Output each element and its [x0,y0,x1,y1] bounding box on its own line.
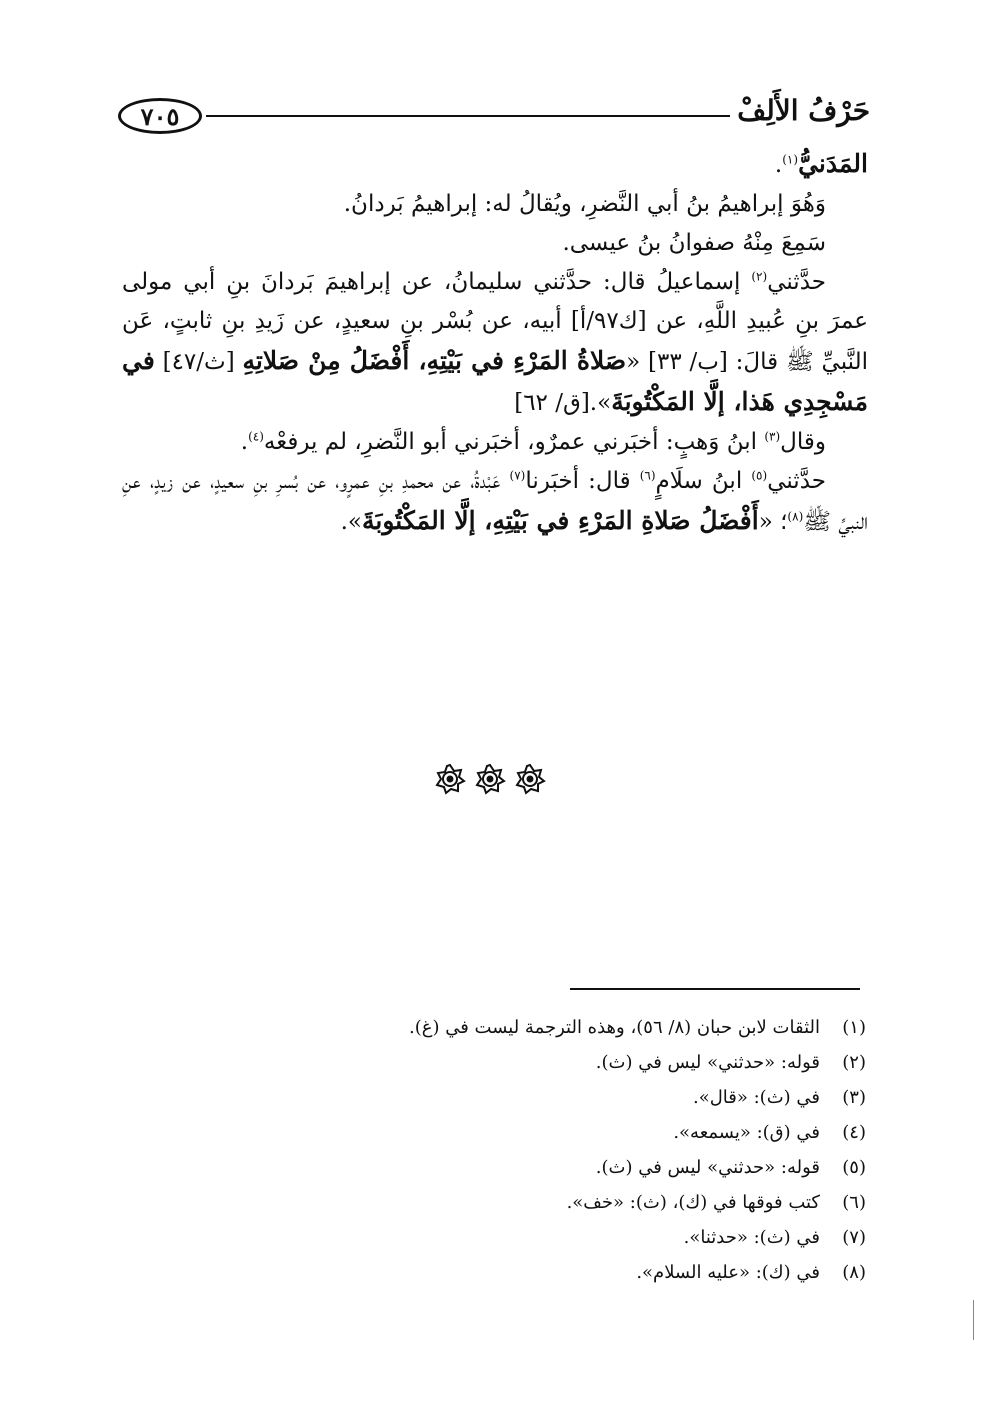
footnote-text: في (ق): «يسمعه». [673,1122,820,1143]
paragraph-5: وقال$^{(٣)}$ ابنُ وَهبٍ: أخبَرني عمرٌو، أخبَرني أبو النَّضرِ، لم يرفعْه$^{(٤)}$. [240,429,826,455]
footnote-number: (٧) [842,1227,866,1248]
margin-mark [973,1300,974,1340]
footnote-item [290,1045,866,1080]
footnote-ref-3: (٣) [764,429,781,444]
paragraph-2: وَهُوَ إبراهيمُ بنُ أبي النَّضرِ، ويُقالُ له: إبراهيمُ بَردانُ. [343,191,826,217]
paragraph-3: سَمِعَ مِنْهُ صفوانُ بنُ عيسى. [562,230,826,256]
footnote-number: (٣) [842,1087,866,1108]
footnote-number: (١) [842,1017,866,1038]
footnote-item [290,1185,866,1220]
rosette-icon [514,763,546,795]
footnote-item [290,1010,866,1045]
footnote-number: (٨) [842,1262,866,1283]
running-header [118,92,870,148]
hadith-matn-2: أَفْضَلُ صَلاةِ المَرْءِ في بَيْتِهِ، إلَّا المَكْتُوبَةَ [362,506,759,535]
footnote-ref-4: (٤) [248,429,264,444]
paragraph-4-hadith: حدَّثني$^{(٢)}$ إسماعيلُ قال: حدَّثني سليمانُ، عن إبراهيمَ بَردانَ بنِ أبي مولى عمرَ بنِ عُبيدِ اللَّهِ، عن [ك٩٧/أ] أبيه، عن بُسْر بنِ سعيدٍ، عن زَيدِ بنِ ثابتٍ، عَن النَّبيِّ ﷺ قالَ: [ب/ ٣٣] «صَلاةُ المَرْءِ في بَيْتِهِ، أَفْضَلُ مِنْ صَلاتِهِ [ث/٤٧] في مَسْجِدِي هَذا، إلَّا المَكْتُوبَةَ».[ق/ ٦٢] [122,269,868,416]
running-title: حَرْفُ الأَلِفْ [737,94,870,127]
footnote-text: الثقات لابن حبان (٨/ ٥٦)، وهذه الترجمة ليست في (غ). [408,1017,820,1038]
main-text [122,144,868,542]
footnote-item [290,1150,866,1185]
footnote-number: (٥) [842,1157,866,1178]
hadith-matn-cont: في مَسْجِدِي هَذا، إلَّا المَكْتُوبَةَ [122,346,868,416]
rosette-icon [434,763,466,795]
footnote-number: (٢) [842,1052,866,1073]
footnote-ref-6: (٦) [639,468,656,483]
footnote-separator [570,988,860,990]
header-rule [206,115,730,117]
footnote-text: كتب فوقها في (ك)، (ث): «خف». [566,1192,820,1213]
footnote-text: في (ث): «قال». [692,1087,820,1108]
footnote-text: في (ك): «عليه السلام». [636,1262,820,1283]
page-number: ٧٠٥ [118,98,202,134]
section-ornament [420,763,560,797]
footnote-item [290,1220,866,1255]
footnote-ref-2: (٢) [751,269,768,284]
footnote-ref-7: (٧) [509,468,526,483]
footnote-item [290,1255,866,1290]
manuscript-ref: [ث/٤٧] [154,349,243,375]
footnote-item [290,1115,866,1150]
footnote-ref-8: (٨) [787,509,804,524]
footnote-number: (٤) [842,1122,866,1143]
rosette-icon [474,763,506,795]
footnote-item [290,1080,866,1115]
footnote-text: قوله: «حدثني» ليس في (ث). [595,1052,820,1073]
paragraph-6-hadith: حدَّثني$^{(٥)}$ ابنُ سلَامٍ$^{(٦)}$ قال: أخبَرنا$^{(٧)}$ عَبْدةُ، عن محمدِ بنِ عمرٍو، عن بُسرِ بنِ سعيدٍ، عن زيدٍ، عنِ النبيِّ ﷺ$^{(٨)}$؛ «أَفْضَلُ صَلاةِ المَرْءِ في بَيْتِهِ، إلَّا المَكْتُوبَةَ». [122,468,868,535]
footnote-ref-5: (٥) [751,468,768,483]
footnotes [290,1010,866,1290]
footnote-ref-1: (١) [782,152,799,167]
narrator-nisba: المَدَنيُّ [798,149,868,178]
footnote-text: في (ث): «حدثنا». [683,1227,820,1248]
paragraph-1: المَدَنيُّ$^{(١)}$. [774,149,868,178]
footnote-text: قوله: «حدثني» ليس في (ث). [595,1157,820,1178]
footnote-number: (٦) [842,1192,866,1213]
hadith-matn: صَلاةُ المَرْءِ في بَيْتِهِ، أَفْضَلُ مِنْ صَلاتِهِ [242,346,627,375]
